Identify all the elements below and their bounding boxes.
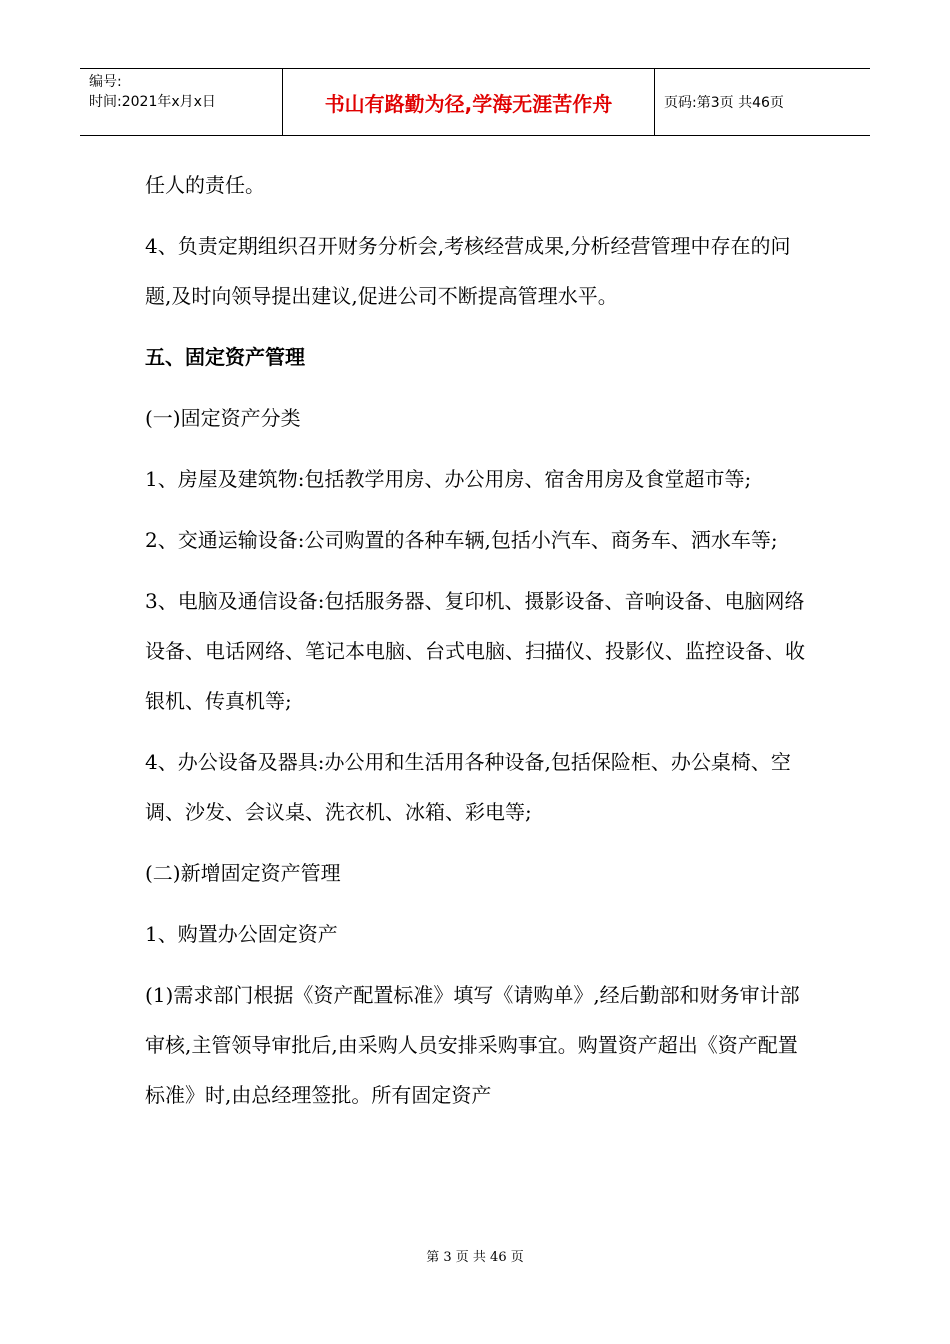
subsection-heading: (二)新增固定资产管理 — [145, 861, 341, 885]
paragraph: 4、负责定期组织召开财务分析会,考核经营成果,分析经营管理中存在的问题,及时向领导提出建议,促进公司不断提高管理水平。 — [145, 234, 791, 308]
paragraph: 2、交通运输设备:公司购置的各种车辆,包括小汽车、商务车、洒水车等; — [145, 528, 778, 552]
page-header — [80, 68, 870, 136]
header-page-info: 页码:第3页 共46页 — [664, 95, 784, 111]
section-heading: 五、固定资产管理 — [145, 345, 305, 369]
header-meta — [80, 69, 282, 135]
document-number: 编号: — [89, 74, 122, 90]
paragraph: 1、购置办公固定资产 — [145, 922, 338, 946]
paragraph: 1、房屋及建筑物:包括教学用房、办公用房、宿舍用房及食堂超市等; — [145, 467, 752, 491]
document-time: 时间:2021年x月x日 — [89, 94, 216, 110]
header-motto: 书山有路勤为径,学海无涯苦作舟 — [282, 69, 655, 135]
paragraph: 4、办公设备及器具:办公用和生活用各种设备,包括保险柜、办公桌椅、空调、沙发、会议桌、洗衣机、冰箱、彩电等; — [145, 750, 791, 824]
paragraph: (1)需求部门根据《资产配置标准》填写《请购单》,经后勤部和财务审计部审核,主管领导审批后,由采购人员安排采购事宜。购置资产超出《资产配置标准》时,由总经理签批。所有固定资产 — [145, 983, 800, 1107]
paragraph: 任人的责任。 — [145, 173, 265, 197]
document-body — [145, 160, 810, 1131]
page-footer: 第 3 页 共 46 页 — [426, 1250, 524, 1265]
subsection-heading: (一)固定资产分类 — [145, 406, 301, 430]
paragraph: 3、电脑及通信设备:包括服务器、复印机、摄影设备、音响设备、电脑网络设备、电话网络、笔记本电脑、台式电脑、扫描仪、投影仪、监控设备、收银机、传真机等; — [145, 589, 805, 713]
